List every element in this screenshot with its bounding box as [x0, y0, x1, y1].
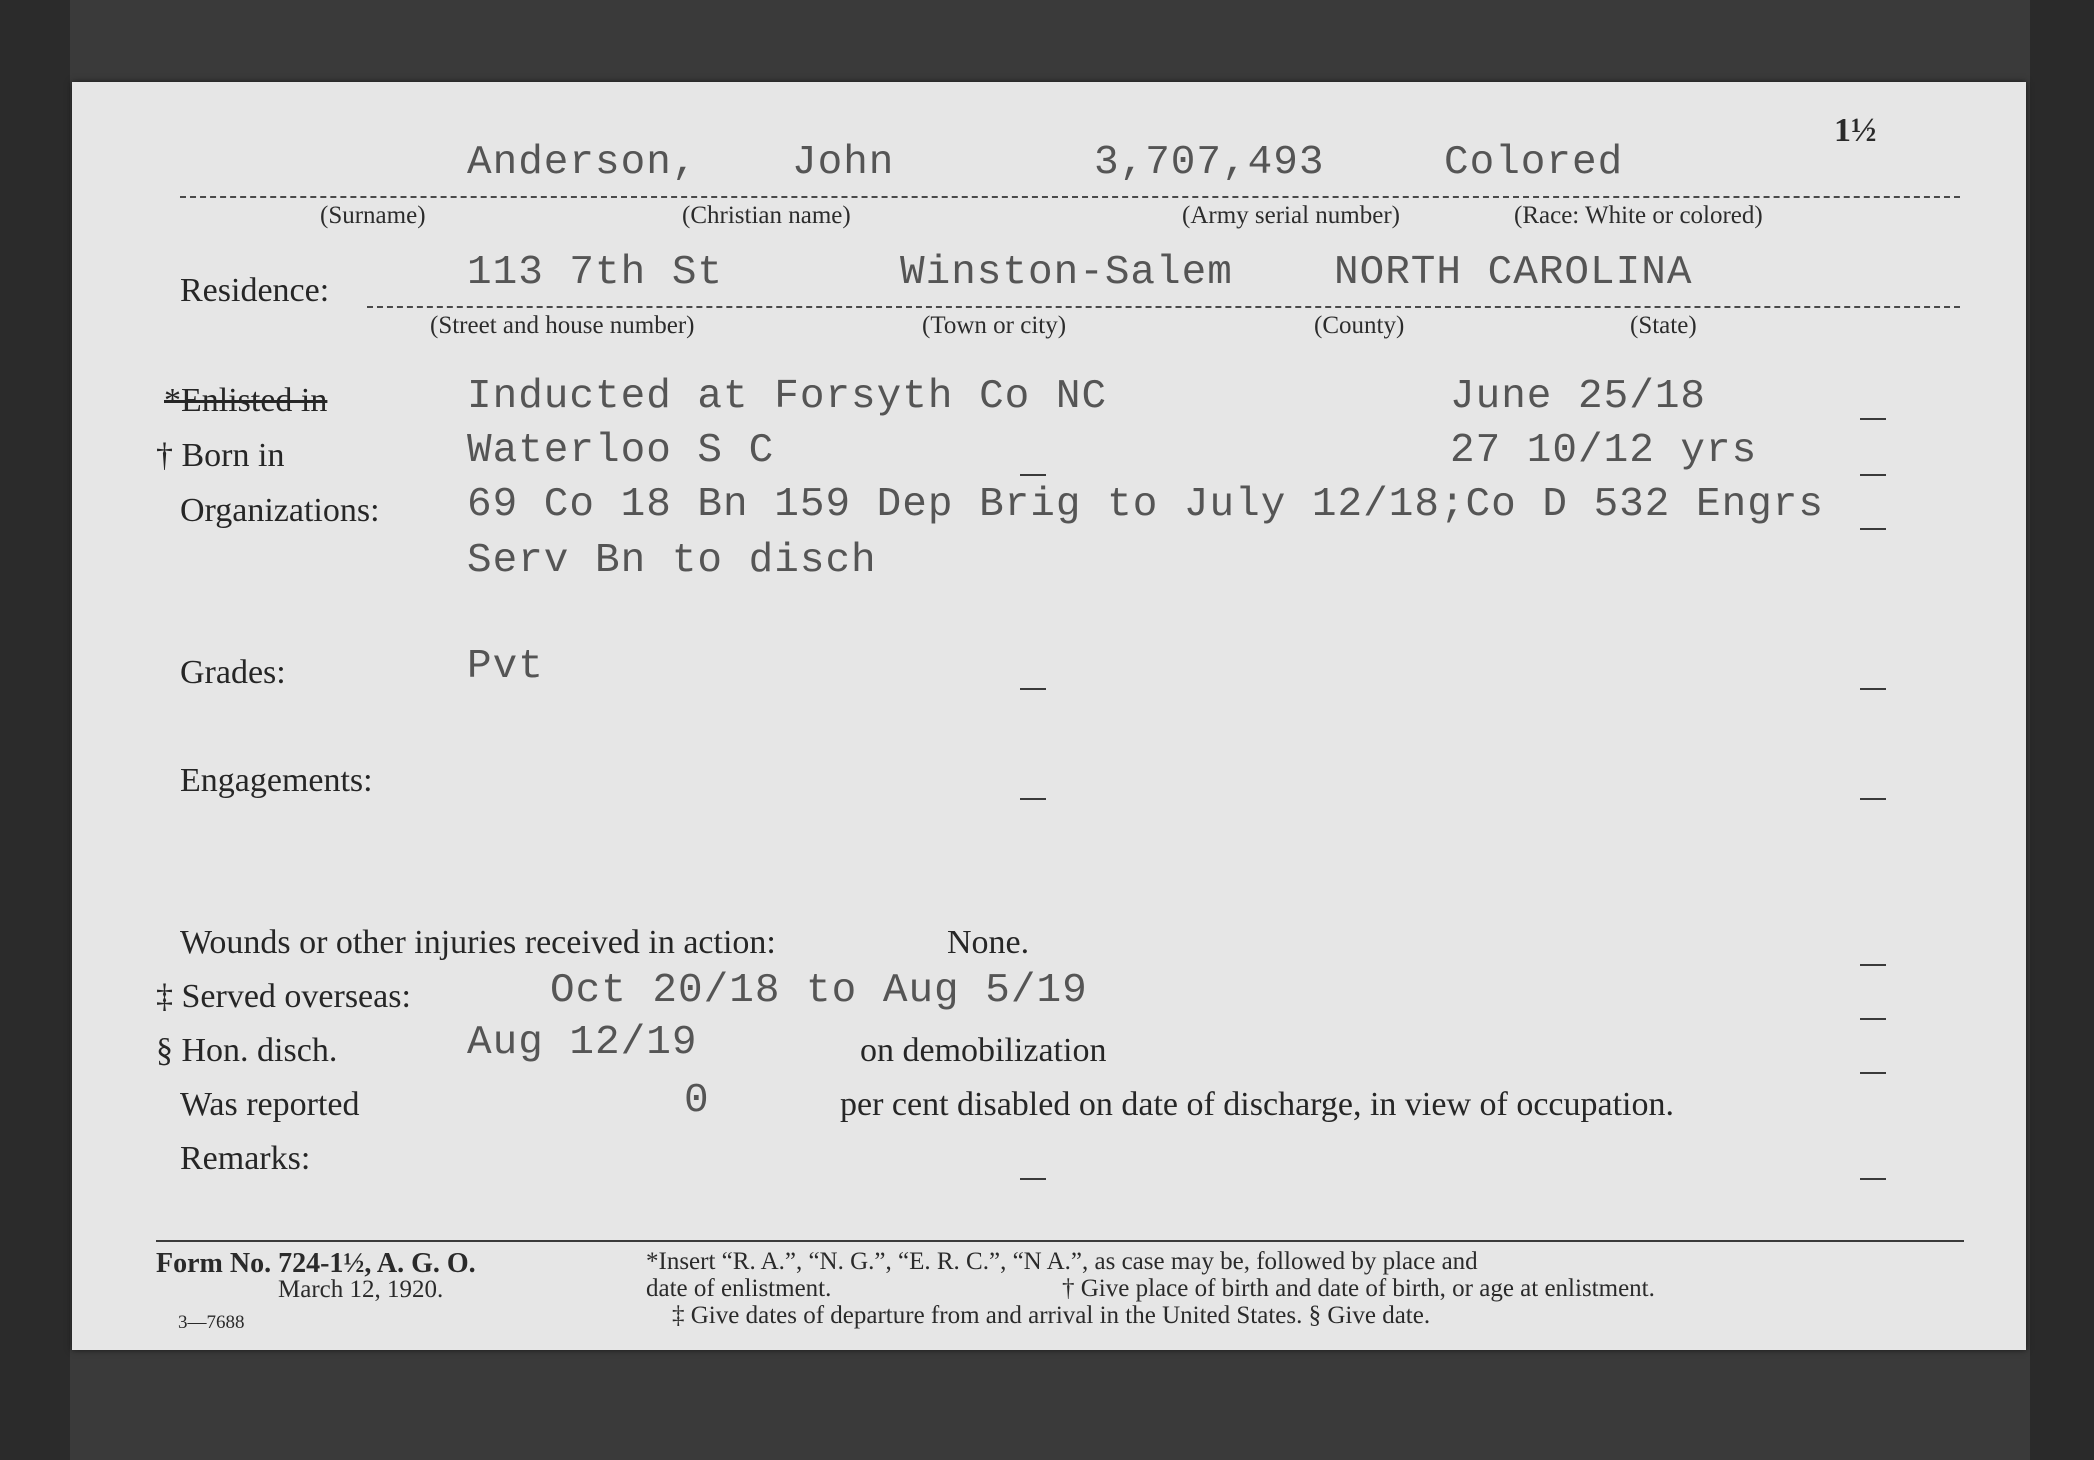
born-place-value: Waterloo S C: [467, 428, 775, 474]
born-mid-mark: [1020, 474, 1046, 476]
wounds-label: Wounds or other injuries received in action:: [180, 924, 776, 961]
caption-town: (Town or city): [922, 312, 1067, 339]
engagements-mid-mark: [1020, 798, 1046, 800]
footer-note-line2a: date of enlistment.: [646, 1275, 832, 1302]
overseas-end-mark: [1860, 1018, 1886, 1020]
engagements-end-mark: [1860, 798, 1886, 800]
organizations-line2: Serv Bn to disch: [467, 538, 877, 584]
service-record-card: [72, 82, 2026, 1350]
caption-street: (Street and house number): [430, 312, 695, 339]
born-label: † Born in: [156, 437, 285, 474]
footer-print-code: 3—7688: [178, 1312, 245, 1333]
discharge-label: § Hon. disch.: [156, 1032, 338, 1069]
grades-end-mark: [1860, 688, 1886, 690]
residence-state-value: NORTH CAROLINA: [1334, 250, 1693, 296]
form-fraction: 1½: [1834, 112, 1877, 149]
organizations-label: Organizations:: [180, 492, 380, 529]
enlisted-end-mark: [1860, 418, 1886, 420]
race-value: Colored: [1444, 140, 1624, 186]
scan-background-right: [2030, 0, 2094, 1460]
engagements-label: Engagements:: [180, 762, 373, 799]
reported-value: 0: [684, 1078, 710, 1124]
christian-name-value: John: [792, 140, 895, 186]
reported-label: Was reported: [180, 1086, 360, 1123]
organizations-end-mark: [1860, 528, 1886, 530]
enlisted-date-value: June 25/18: [1450, 374, 1707, 420]
grades-value: Pvt: [467, 644, 544, 690]
wounds-end-mark: [1860, 964, 1886, 966]
footer-note-line3: ‡ Give dates of departure from and arrival in the United States. § Give date.: [672, 1302, 1431, 1329]
caption-state: (State): [1630, 312, 1697, 339]
footer-form-number: Form No. 724-1½, A. G. O.: [156, 1248, 476, 1279]
caption-christian-name: (Christian name): [682, 202, 851, 229]
enlisted-label: *Enlisted in: [164, 382, 328, 419]
grades-label: Grades:: [180, 654, 286, 691]
remarks-end-mark: [1860, 1178, 1886, 1180]
footer-rule: [156, 1240, 1964, 1242]
caption-surname: (Surname): [320, 202, 426, 229]
born-end-mark: [1860, 474, 1886, 476]
caption-county: (County): [1314, 312, 1405, 339]
footer-form-date: March 12, 1920.: [278, 1276, 444, 1303]
reported-text: per cent disabled on date of discharge, in view of occupation.: [840, 1086, 1674, 1123]
header-dotted-line: [180, 196, 1960, 198]
discharge-date-value: Aug 12/19: [467, 1020, 698, 1066]
discharge-end-mark: [1860, 1072, 1886, 1074]
enlisted-place-value: Inducted at Forsyth Co NC: [467, 374, 1108, 420]
footer-note-line1: *Insert “R. A.”, “N. G.”, “E. R. C.”, “N A.”, as case may be, followed by place and: [646, 1248, 1478, 1275]
residence-label: Residence:: [180, 272, 330, 309]
caption-race: (Race: White or colored): [1514, 202, 1763, 229]
born-age-value: 27 10/12 yrs: [1450, 428, 1758, 474]
remarks-label: Remarks:: [180, 1140, 311, 1177]
organizations-line1: 69 Co 18 Bn 159 Dep Brig to July 12/18;Co D 532 Engrs: [467, 482, 1825, 528]
footer-note-line2b: † Give place of birth and date of birth, or age at enlistment.: [1062, 1275, 1655, 1302]
discharge-note: on demobilization: [860, 1032, 1107, 1069]
remarks-mid-mark: [1020, 1178, 1046, 1180]
overseas-value: Oct 20/18 to Aug 5/19: [550, 968, 1088, 1014]
residence-town-value: Winston-Salem: [900, 250, 1233, 296]
scan-background-left: [0, 0, 70, 1460]
caption-serial-number: (Army serial number): [1182, 202, 1400, 229]
overseas-label: ‡ Served overseas:: [156, 978, 411, 1015]
serial-number-value: 3,707,493: [1094, 140, 1325, 186]
grades-mid-mark: [1020, 688, 1046, 690]
residence-street-value: 113 7th St: [467, 250, 724, 296]
surname-value: Anderson,: [467, 140, 698, 186]
wounds-value: None.: [947, 924, 1030, 961]
residence-dotted-line: [367, 306, 1960, 308]
